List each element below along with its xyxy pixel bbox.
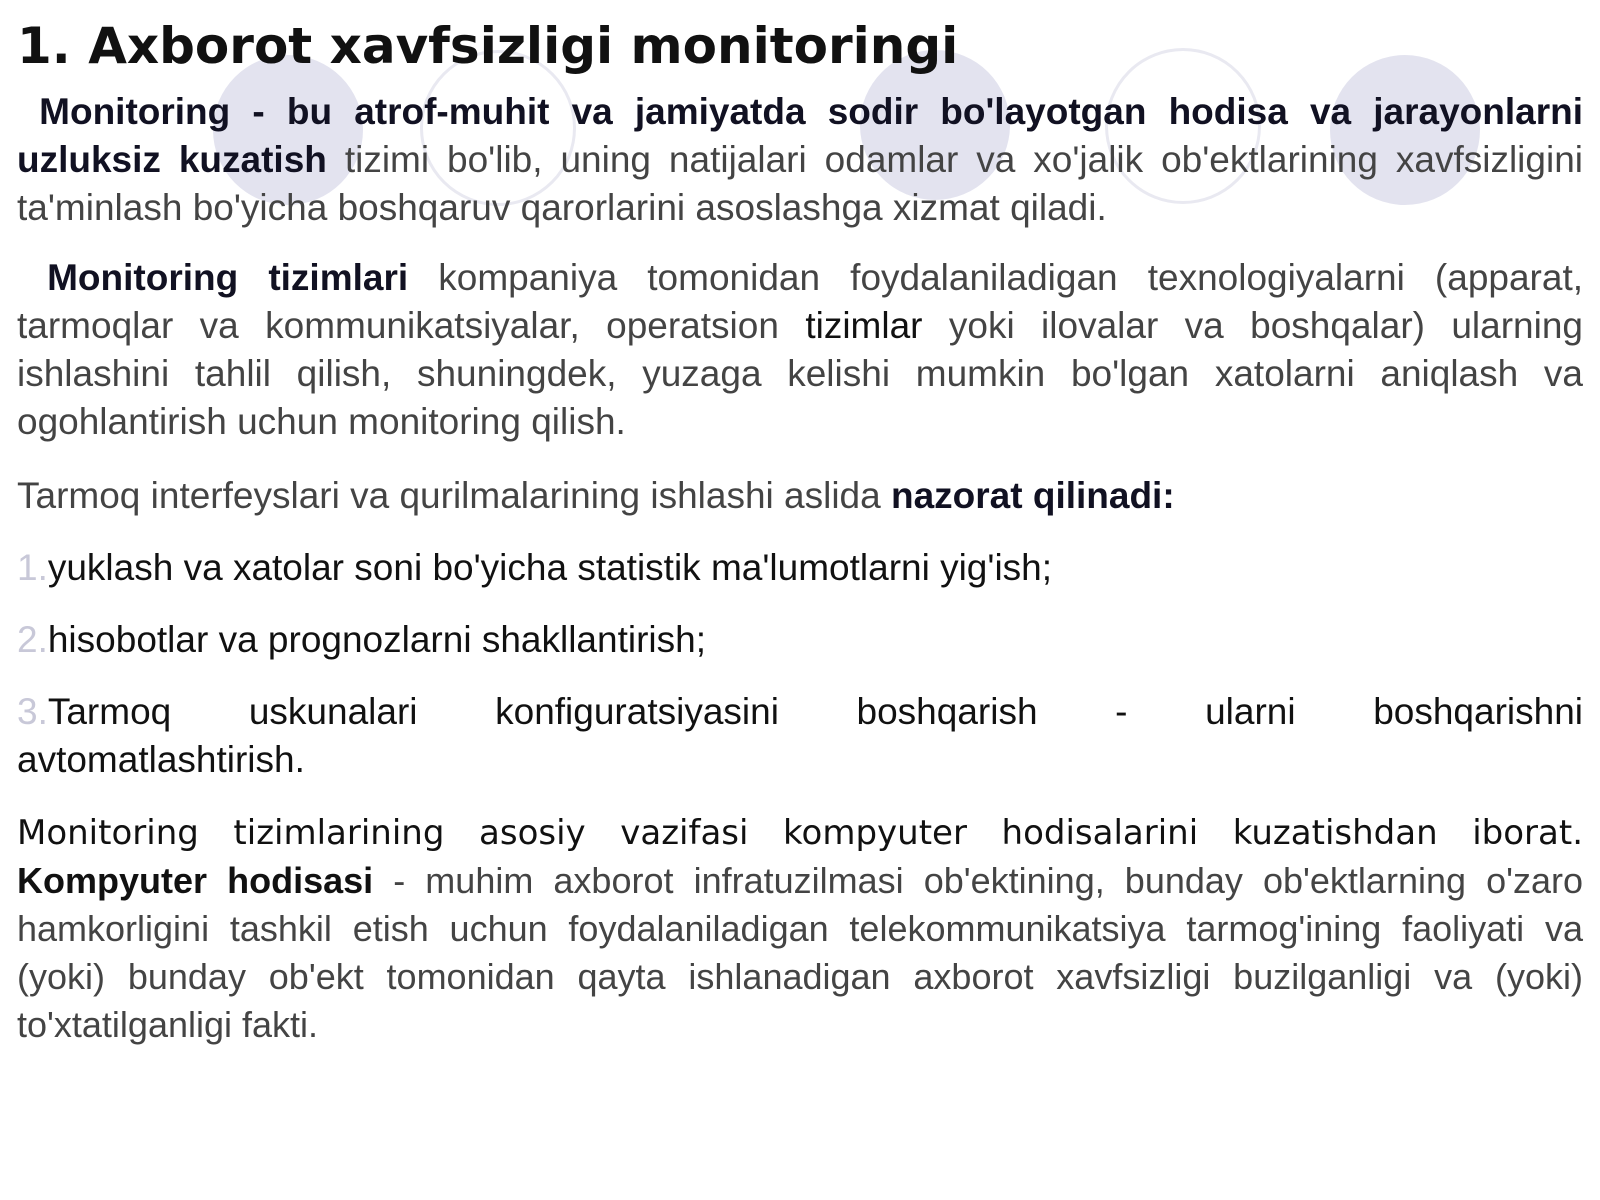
paragraph-controlled-intro	[17, 472, 1583, 520]
monitoring-systems-text-1: kompaniya tomonidan foydalaniladigan texnologiyalarni (apparat, tarmoqlar va kommunikatsiyalar, operatsion	[17, 257, 1584, 346]
list-item-text: yuklash va xatolar soni bo'yicha statistik ma'lumotlarni yig'ish;	[47, 547, 1053, 588]
slide-content	[17, 14, 1583, 1049]
computer-incident-term: Kompyuter hodisasi	[17, 860, 374, 901]
paragraph-monitoring-systems	[17, 254, 1583, 446]
incident-intro-text: Monitoring tizimlarining asosiy vazifasi kompyuter hodisalarini kuzatishdan iborat.	[17, 813, 1583, 853]
paragraph-monitoring-definition	[17, 88, 1583, 232]
controlled-term: nazorat qilinadi:	[890, 475, 1175, 516]
list-number: 3.	[17, 691, 48, 732]
monitoring-task-list	[17, 544, 1583, 736]
paragraph-computer-incident	[17, 808, 1583, 1049]
controlled-intro-text: Tarmoq interfeyslari va qurilmalarining ishlashi aslida	[17, 475, 891, 516]
slide-title: 1. Axborot xavfsizligi monitoringi	[17, 17, 959, 75]
list-number: 1.	[17, 547, 48, 588]
list-item	[17, 688, 1583, 736]
list-item-text: Tarmoq uskunalari konfiguratsiyasini boshqarish - ularni boshqarishni	[47, 691, 1583, 732]
monitoring-systems-term: Monitoring tizimlari	[47, 257, 409, 298]
list-item-continuation: avtomatlashtirish.	[17, 739, 305, 780]
list-number: 2.	[17, 619, 48, 660]
list-item	[17, 616, 1583, 664]
monitoring-systems-text-2: yoki ilovalar va boshqalar) ularning ishlashini tahlil qilish, shuningdek, yuzaga kelishi mumkin bo'lgan xatolarni aniqlash va ogohlantirish uchun monitoring qilish.	[17, 305, 1583, 442]
list-item	[17, 544, 1583, 592]
list-item-text: hisobotlar va prognozlarni shakllantirish;	[47, 619, 706, 660]
monitoring-definition-text: tizimi bo'lib, uning natijalari odamlar va xo'jalik ob'ektlarining xavfsizligini ta'minlash bo'yicha boshqaruv qarorlarini asoslashga xizmat qiladi.	[17, 139, 1584, 228]
systems-word: tizimlar	[805, 305, 923, 346]
computer-incident-definition: - muhim axborot infratuzilmasi ob'ektining, bunday ob'ektlarning o'zaro hamkorligini tashkil etish uchun foydalaniladigan telekommunikatsiya tarmog'ining faoliyati va (yoki) bunday ob'ekt tomonidan qayta ishlanadigan axborot xavfsizligi buzilganligi va (yoki) to'xtatilganligi fakti.	[17, 860, 1584, 1045]
monitoring-term: Monitoring - bu atrof-muhit va jamiyatda sodir bo'layotgan hodisa va jarayonlarni uzluksiz kuzatish	[17, 91, 1583, 180]
